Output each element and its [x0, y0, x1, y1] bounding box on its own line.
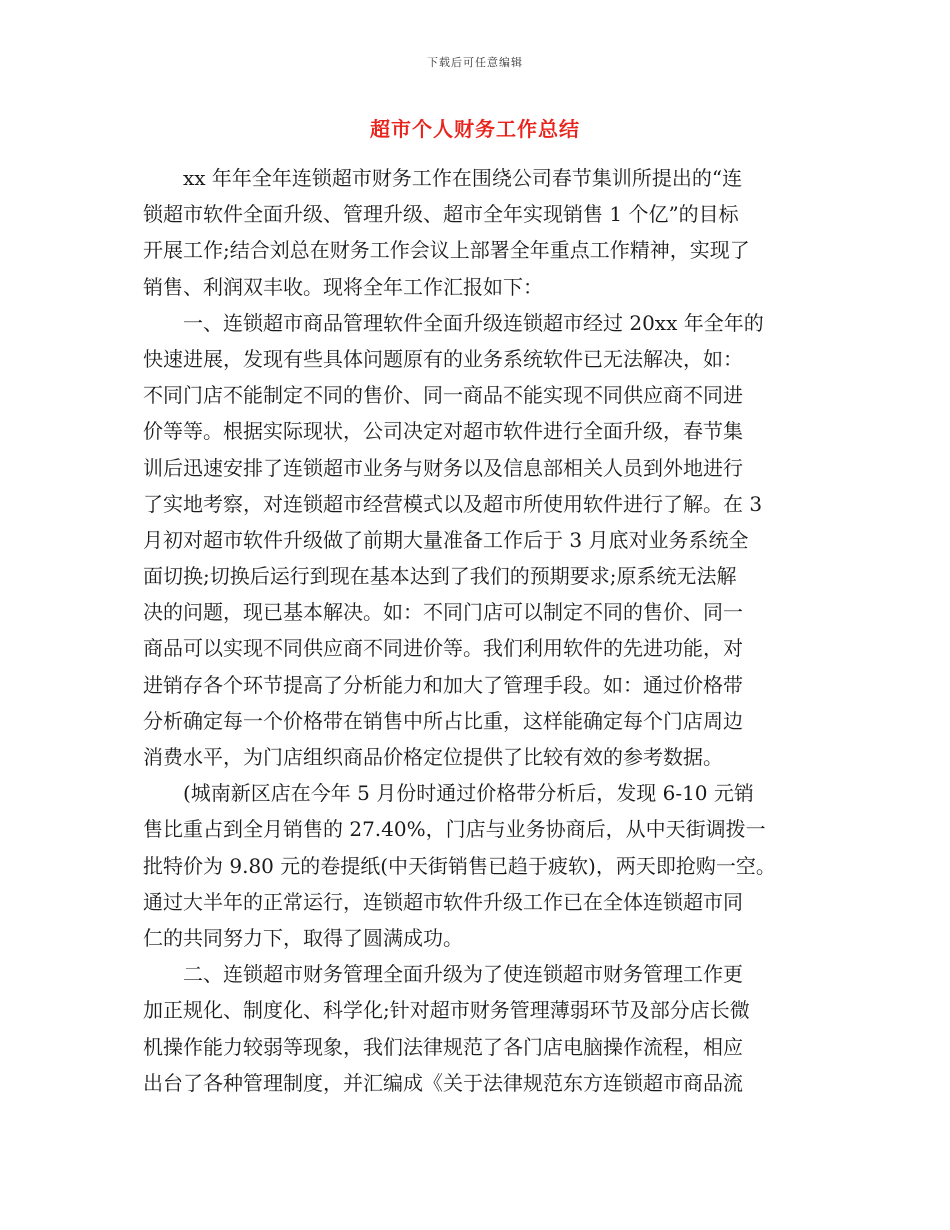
body-line: 商品可以实现不同供应商不同进价等。我们利用软件的先进功能，对	[143, 636, 743, 661]
body-line: 消费水平，为门店组织商品价格定位提供了比较有效的参考数据。	[143, 745, 723, 769]
body-line: 月初对超市软件升级做了前期大量准备工作后于 3 月底对业务系统全	[143, 527, 749, 552]
body-line: 决的问题，现已基本解决。如：不同门店可以制定不同的售价、同一	[143, 600, 743, 625]
body-line: 了实地考察，对连锁超市经营模式以及超市所使用软件进行了解。在 3	[143, 491, 763, 516]
body-line: 批特价为 9.80 元的卷提纸(中天街销售已趋于疲软)，两天即抢购一空。	[143, 853, 776, 878]
body-line: 销售、利润双丰收。现将全年工作汇报如下：	[143, 274, 543, 299]
body-line: 面切换;切换后运行到现在基本达到了我们的预期要求;原系统无法解	[143, 564, 737, 589]
body-line: 出台了各种管理制度，并汇编成《关于法律规范东方连锁超市商品流	[143, 1070, 743, 1095]
body-line: 通过大半年的正常运行，连锁超市软件升级工作已在全体连锁超市同	[143, 889, 743, 914]
body-line: xx 年年全年连锁超市财务工作在围绕公司春节集训所提出的“连	[183, 166, 743, 190]
body-line: 一、连锁超市商品管理软件全面升级连锁超市经过 20xx 年全年的	[183, 310, 764, 335]
body-line: 售比重占到全月销售的 27.40%，门店与业务协商后，从中天街调拨一	[143, 817, 766, 842]
body-line: 不同门店不能制定不同的售价、同一商品不能实现不同供应商不同进	[143, 383, 743, 408]
body-line: 仁的共同努力下，取得了圆满成功。	[143, 925, 463, 950]
body-line: 进销存各个环节提高了分析能力和加大了管理手段。如：通过价格带	[143, 672, 743, 697]
header-note: 下载后可任意编辑	[427, 56, 523, 69]
body-line: (城南新区店在今年 5 月份时通过价格带分析后，发现 6-10 元销	[183, 781, 754, 806]
body-line: 二、连锁超市财务管理全面升级为了使连锁超市财务管理工作更	[183, 962, 743, 987]
body-line: 价等等。根据实际现状，公司决定对超市软件进行全面升级，春节集	[143, 419, 743, 444]
body-line: 机操作能力较弱等现象，我们法律规范了各门店电脑操作流程，相应	[143, 1034, 743, 1059]
body-line: 锁超市软件全面升级、管理升级、超市全年实现销售 1 个亿”的目标	[143, 202, 739, 227]
document-title: 超市个人财务工作总结	[370, 117, 580, 141]
body-line: 分析确定每一个价格带在销售中所占比重，这样能确定每个门店周边	[143, 708, 743, 733]
body-line: 加正规化、制度化、科学化;针对超市财务管理薄弱环节及部分店长微	[143, 998, 750, 1023]
body-line: 快速进展，发现有些具体问题原有的业务系统软件已无法解决，如：	[143, 346, 743, 371]
document-body	[143, 160, 813, 1101]
body-line: 开展工作;结合刘总在财务工作会议上部署全年重点工作精神，实现了	[143, 238, 750, 263]
body-line: 训后迅速安排了连锁超市业务与财务以及信息部相关人员到外地进行	[143, 455, 743, 480]
